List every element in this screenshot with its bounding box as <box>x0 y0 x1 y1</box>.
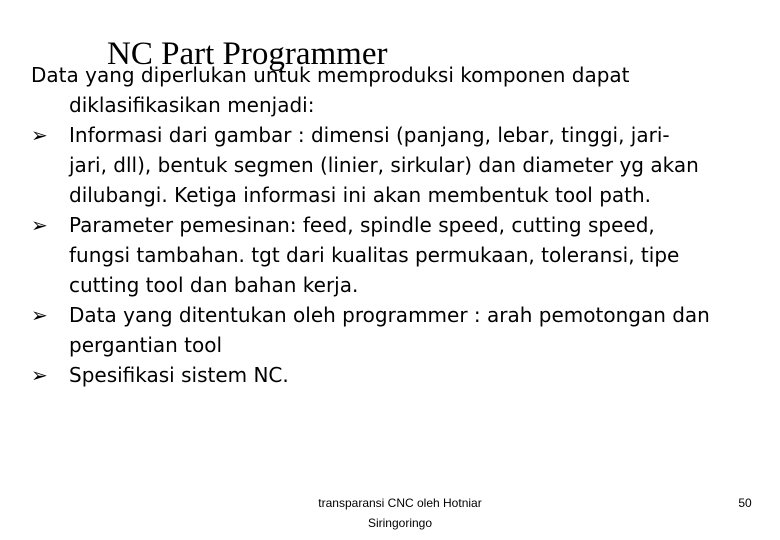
footer-line-2: Siringoringo <box>367 516 433 530</box>
bullet-item-informasi <box>31 120 761 210</box>
intro-line-2: diklasifikasikan menjadi: <box>69 93 315 117</box>
arrow-bullet-icon: ➢ <box>31 123 48 147</box>
footer-line-1: transparansi CNC oleh Hotniar <box>318 496 482 510</box>
bullet-line: dilubangi. Ketiga informasi ini akan membentuk tool path. <box>69 183 652 207</box>
intro-line-1: Data yang diperlukan untuk memproduksi komponen dapat <box>31 63 630 87</box>
bullet-line: Parameter pemesinan: feed, spindle speed, cutting speed, <box>69 213 655 237</box>
bullet-line: pergantian tool <box>69 333 223 357</box>
bullet-item-parameter <box>31 210 761 300</box>
arrow-bullet-icon: ➢ <box>31 213 48 237</box>
page-number: 50 <box>738 496 752 510</box>
slide-title: NC Part Programmer <box>107 36 388 72</box>
slide-body <box>31 60 761 390</box>
bullet-item-data-programmer <box>31 300 761 360</box>
arrow-bullet-icon: ➢ <box>31 303 48 327</box>
slide-footer <box>300 493 500 533</box>
bullet-line: jari, dll), bentuk segmen (linier, sirkular) dan diameter yg akan <box>69 153 699 177</box>
bullet-line: Informasi dari gambar : dimensi (panjang, lebar, tinggi, jari- <box>69 123 670 147</box>
arrow-bullet-icon: ➢ <box>31 363 48 387</box>
bullet-line: cutting tool dan bahan kerja. <box>69 273 359 297</box>
bullet-item-spesifikasi <box>31 360 761 390</box>
bullet-line: Data yang ditentukan oleh programmer : arah pemotongan dan <box>69 303 710 327</box>
bullet-line: fungsi tambahan. tgt dari kualitas permukaan, toleransi, tipe <box>69 243 680 267</box>
bullet-line: Spesifikasi sistem NC. <box>69 363 289 387</box>
